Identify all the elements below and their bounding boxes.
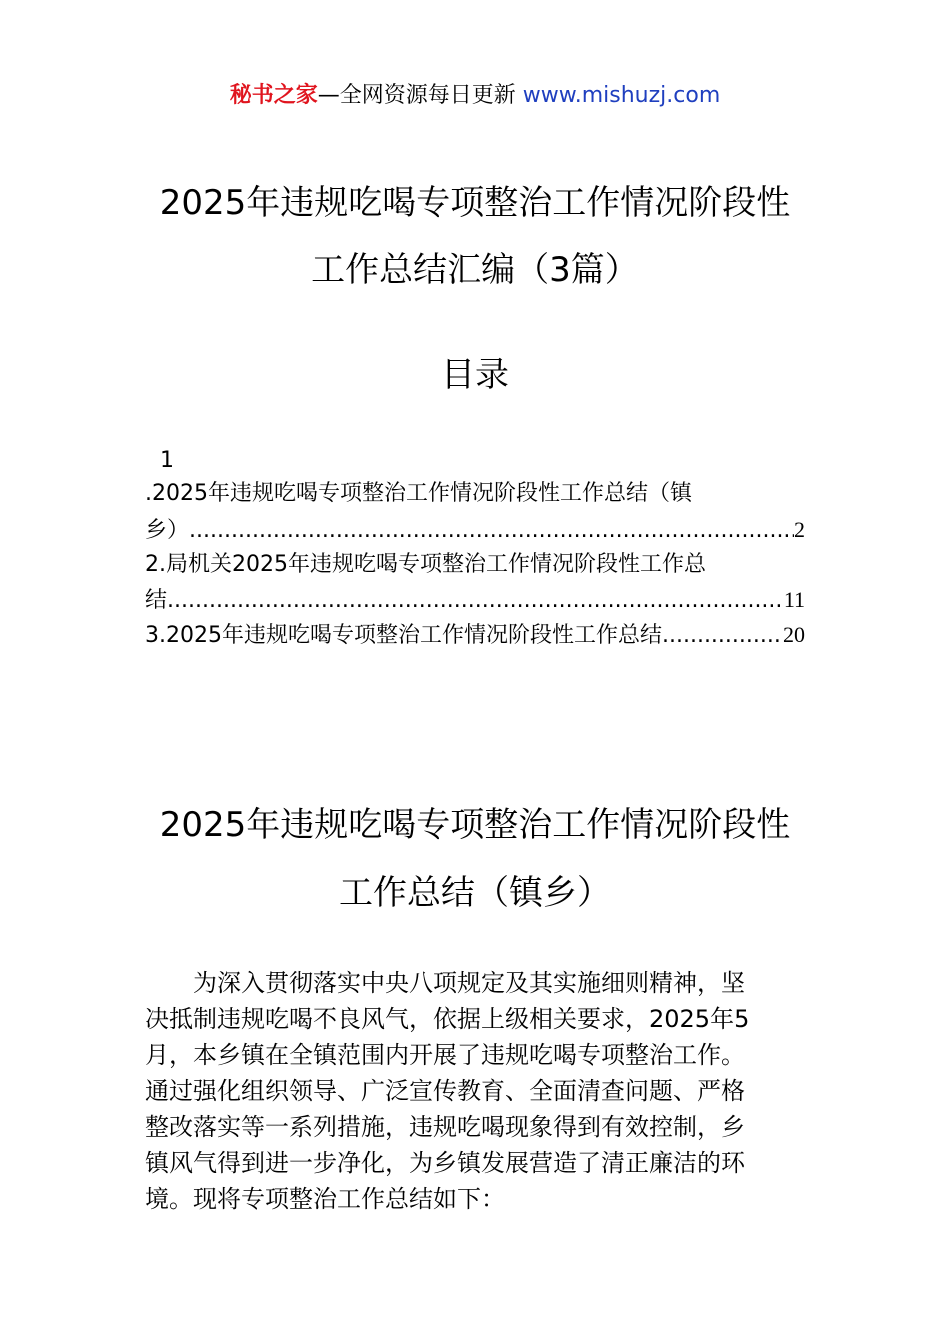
toc-entry-3-page: 20: [783, 622, 805, 647]
toc-leader-dots: [167, 585, 784, 617]
paragraph-line: 境。现将专项整治工作总结如下：: [145, 1185, 505, 1213]
toc-entry-1-text[interactable]: .2025年违规吃喝专项整治工作情况阶段性工作总结（镇: [145, 481, 692, 506]
paragraph-line: 月，本乡镇在全镇范围内开展了违规吃喝专项整治工作。: [145, 1041, 745, 1069]
toc-leader-dots: [662, 620, 783, 652]
section-title-line-1: 2025年违规吃喝专项整治工作情况阶段性: [159, 805, 791, 845]
toc-heading: 目录: [441, 355, 509, 395]
paragraph-line: 镇风气得到进一步净化，为乡镇发展营造了清正廉洁的环: [145, 1149, 745, 1177]
header-tagline: —全网资源每日更新: [317, 83, 523, 108]
page-header: [0, 80, 950, 112]
toc-leader-dots: [189, 515, 794, 547]
toc-entry-1-text-end: 乡）: [145, 518, 190, 543]
header-brand: 秘书之家: [229, 83, 318, 108]
toc-entry-1-number[interactable]: 1: [160, 448, 174, 473]
toc-entry-3-text: 3.2025年违规吃喝专项整治工作情况阶段性工作总结: [145, 623, 662, 648]
section-title-line-2: 工作总结（镇乡）: [339, 873, 611, 913]
document-title-line-1: 2025年违规吃喝专项整治工作情况阶段性: [159, 183, 791, 223]
paragraph-line: 整改落实等一系列措施，违规吃喝现象得到有效控制，乡: [145, 1113, 745, 1141]
paragraph-line: 为深入贯彻落实中央八项规定及其实施细则精神，坚: [145, 969, 745, 997]
toc-entry-3-dotline[interactable]: [145, 619, 805, 652]
paragraph-line: 通过强化组织领导、广泛宣传教育、全面清查问题、严格: [145, 1077, 745, 1105]
toc-entry-2-text-end: 结: [145, 588, 168, 613]
toc-entry-1-page: 2: [794, 517, 805, 542]
toc-entry-2-dotline[interactable]: [145, 584, 805, 617]
toc-entry-2-text[interactable]: 2.局机关2025年违规吃喝专项整治工作情况阶段性工作总: [145, 552, 706, 577]
header-url-link[interactable]: www.mishuzj.com: [522, 83, 721, 108]
toc-entry-1-dotline[interactable]: [145, 514, 805, 547]
toc-entry-2-page: 11: [783, 587, 805, 612]
document-title-line-2: 工作总结汇编（3篇）: [311, 250, 639, 290]
paragraph-line: 决抵制违规吃喝不良风气，依据上级相关要求，2025年5: [145, 1005, 750, 1033]
